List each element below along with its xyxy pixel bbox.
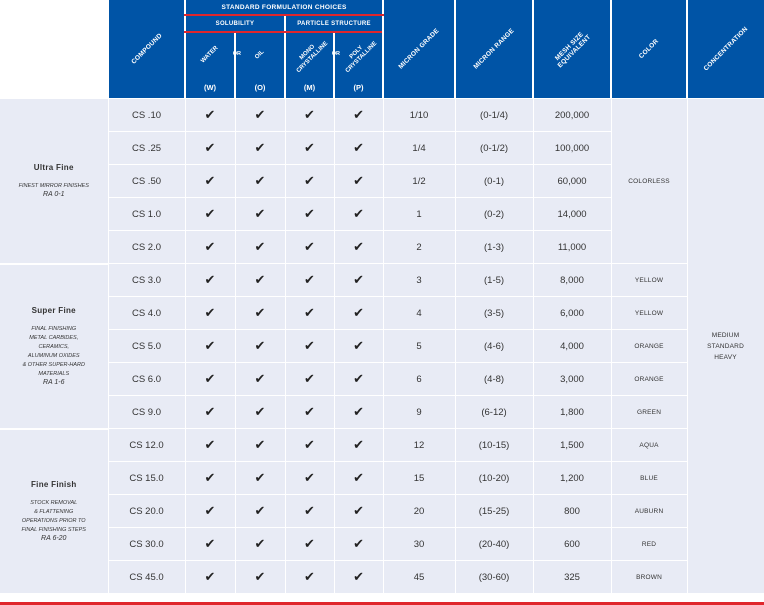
category-cell <box>0 264 108 429</box>
check-mono-icon: ✔ <box>285 561 334 594</box>
micron-range-cell: (10-20) <box>455 462 533 495</box>
micron-range-cell: (20-40) <box>455 528 533 561</box>
micron-range-cell: (0-2) <box>455 198 533 231</box>
category-description-line: STOCK REMOVAL <box>30 500 78 506</box>
color-cell: GREEN <box>611 396 687 429</box>
check-mono-icon: ✔ <box>285 231 334 264</box>
compound-cell: CS 20.0 <box>108 495 185 528</box>
header-blank-cell <box>0 0 108 99</box>
check-water-icon: ✔ <box>185 330 235 363</box>
concentration-cell <box>687 99 764 594</box>
check-poly-icon: ✔ <box>334 132 383 165</box>
header-concentration <box>687 0 764 99</box>
mesh-size-cell: 600 <box>533 528 611 561</box>
compound-cell: CS .25 <box>108 132 185 165</box>
check-oil-icon: ✔ <box>235 330 285 363</box>
check-mono-icon: ✔ <box>285 297 334 330</box>
micron-range-cell: (1-3) <box>455 231 533 264</box>
table-header <box>0 0 764 99</box>
color-cell: AUBURN <box>611 495 687 528</box>
color-cell: YELLOW <box>611 264 687 297</box>
mesh-size-cell: 6,000 <box>533 297 611 330</box>
micron-grade-cell: 4 <box>383 297 455 330</box>
header-water <box>185 32 241 99</box>
check-oil-icon: ✔ <box>235 561 285 594</box>
header-standard-formulation: STANDARD FORMULATION CHOICES <box>185 0 383 15</box>
micron-grade-cell: 2 <box>383 231 455 264</box>
check-oil-icon: ✔ <box>235 363 285 396</box>
table-row <box>0 396 764 429</box>
header-poly-code: (P) <box>353 83 364 92</box>
check-poly-icon: ✔ <box>334 297 383 330</box>
table-row <box>0 462 764 495</box>
check-poly-icon: ✔ <box>334 264 383 297</box>
micron-grade-cell: 1/2 <box>383 165 455 198</box>
color-cell: ORANGE <box>611 330 687 363</box>
check-oil-icon: ✔ <box>235 396 285 429</box>
table-row <box>0 330 764 363</box>
category-description-line: OPERATIONS PRIOR TO <box>21 518 86 524</box>
category-cell <box>0 429 108 594</box>
micron-grade-cell: 1/10 <box>383 99 455 132</box>
check-poly-icon: ✔ <box>334 99 383 132</box>
table-row <box>0 495 764 528</box>
color-cell: COLORLESS <box>611 99 687 264</box>
concentration-level: STANDARD <box>707 342 744 350</box>
micron-grade-cell: 1/4 <box>383 132 455 165</box>
check-water-icon: ✔ <box>185 528 235 561</box>
mesh-size-cell: 14,000 <box>533 198 611 231</box>
micron-range-cell: (0-1/4) <box>455 99 533 132</box>
compound-cell: CS 4.0 <box>108 297 185 330</box>
category-ra: RA 0-1 <box>42 191 65 198</box>
header-or-structure: OR <box>331 51 340 57</box>
mesh-size-cell: 800 <box>533 495 611 528</box>
micron-grade-cell: 12 <box>383 429 455 462</box>
header-oil-code: (O) <box>254 83 266 92</box>
compound-cell: CS .10 <box>108 99 185 132</box>
concentration-level: MEDIUM <box>711 331 740 339</box>
check-poly-icon: ✔ <box>334 363 383 396</box>
category-name: Super Fine <box>31 306 76 315</box>
check-oil-icon: ✔ <box>235 264 285 297</box>
micron-grade-cell: 1 <box>383 198 455 231</box>
check-oil-icon: ✔ <box>235 198 285 231</box>
check-water-icon: ✔ <box>185 363 235 396</box>
category-description-line: FINAL FINISHING STEPS <box>21 527 86 533</box>
compound-cell: CS 1.0 <box>108 198 185 231</box>
category-description-line: METAL CARBIDES, <box>29 335 79 341</box>
mesh-size-cell: 11,000 <box>533 231 611 264</box>
table-row <box>0 561 764 594</box>
check-water-icon: ✔ <box>185 462 235 495</box>
check-water-icon: ✔ <box>185 297 235 330</box>
micron-range-cell: (15-25) <box>455 495 533 528</box>
micron-grade-cell: 20 <box>383 495 455 528</box>
compound-cell: CS 30.0 <box>108 528 185 561</box>
header-solubility: SOLUBILITY <box>185 15 285 32</box>
header-particle-structure: PARTICLE STRUCTURE <box>285 15 383 32</box>
micron-grade-cell: 6 <box>383 363 455 396</box>
mesh-size-cell: 60,000 <box>533 165 611 198</box>
header-micron-range <box>455 0 533 99</box>
check-water-icon: ✔ <box>185 198 235 231</box>
color-cell: ORANGE <box>611 363 687 396</box>
check-oil-icon: ✔ <box>235 297 285 330</box>
check-poly-icon: ✔ <box>334 495 383 528</box>
table-row <box>0 528 764 561</box>
mesh-size-cell: 1,800 <box>533 396 611 429</box>
check-mono-icon: ✔ <box>285 330 334 363</box>
table-row <box>0 429 764 462</box>
compound-cell: CS 6.0 <box>108 363 185 396</box>
check-mono-icon: ✔ <box>285 495 334 528</box>
header-mono-code: (M) <box>303 83 316 92</box>
check-water-icon: ✔ <box>185 99 235 132</box>
header-compound-label: COMPOUND <box>129 32 164 66</box>
micron-range-cell: (3-5) <box>455 297 533 330</box>
check-water-icon: ✔ <box>185 495 235 528</box>
check-mono-icon: ✔ <box>285 462 334 495</box>
compound-cell: CS 12.0 <box>108 429 185 462</box>
category-description-line: & OTHER SUPER-HARD <box>22 362 85 368</box>
micron-range-cell: (4-8) <box>455 363 533 396</box>
check-mono-icon: ✔ <box>285 264 334 297</box>
category-ra: RA 6-20 <box>41 535 67 542</box>
check-oil-icon: ✔ <box>235 462 285 495</box>
compound-cell: CS 2.0 <box>108 231 185 264</box>
table-row <box>0 363 764 396</box>
category-name: Fine Finish <box>30 480 77 489</box>
header-oil-label: OIL <box>254 49 266 61</box>
check-mono-icon: ✔ <box>285 132 334 165</box>
compound-cell: CS 3.0 <box>108 264 185 297</box>
check-oil-icon: ✔ <box>235 165 285 198</box>
color-cell: AQUA <box>611 429 687 462</box>
micron-range-cell: (30-60) <box>455 561 533 594</box>
micron-range-cell: (4-6) <box>455 330 533 363</box>
header-concentration-label: CONCENTRATION <box>702 25 750 73</box>
header-water-label: WATER <box>200 45 220 65</box>
check-water-icon: ✔ <box>185 165 235 198</box>
compound-cell: CS 45.0 <box>108 561 185 594</box>
header-poly <box>331 32 383 99</box>
micron-grade-cell: 9 <box>383 396 455 429</box>
category-description-line: ALUMINUM OXIDES <box>27 353 80 359</box>
header-color-label: COLOR <box>637 37 661 61</box>
check-oil-icon: ✔ <box>235 231 285 264</box>
check-water-icon: ✔ <box>185 396 235 429</box>
mesh-size-cell: 1,200 <box>533 462 611 495</box>
micron-range-cell: (0-1) <box>455 165 533 198</box>
check-mono-icon: ✔ <box>285 396 334 429</box>
micron-grade-cell: 30 <box>383 528 455 561</box>
check-mono-icon: ✔ <box>285 429 334 462</box>
compound-cell: CS 5.0 <box>108 330 185 363</box>
check-oil-icon: ✔ <box>235 495 285 528</box>
check-mono-icon: ✔ <box>285 528 334 561</box>
check-poly-icon: ✔ <box>334 231 383 264</box>
category-description-line: FINEST MIRROR FINISHES <box>18 183 89 189</box>
mesh-size-cell: 1,500 <box>533 429 611 462</box>
check-poly-icon: ✔ <box>334 330 383 363</box>
header-oil <box>232 32 285 99</box>
check-oil-icon: ✔ <box>235 429 285 462</box>
check-water-icon: ✔ <box>185 132 235 165</box>
check-poly-icon: ✔ <box>334 528 383 561</box>
check-poly-icon: ✔ <box>334 429 383 462</box>
check-water-icon: ✔ <box>185 561 235 594</box>
header-micron-grade-label: MICRON GRADE <box>397 27 441 71</box>
mesh-size-cell: 325 <box>533 561 611 594</box>
mesh-size-cell: 3,000 <box>533 363 611 396</box>
table-row <box>0 297 764 330</box>
mesh-size-cell: 4,000 <box>533 330 611 363</box>
mesh-size-cell: 8,000 <box>533 264 611 297</box>
micron-grade-cell: 45 <box>383 561 455 594</box>
check-poly-icon: ✔ <box>334 165 383 198</box>
category-name: Ultra Fine <box>33 163 74 172</box>
check-poly-icon: ✔ <box>334 462 383 495</box>
micron-range-cell: (0-1/2) <box>455 132 533 165</box>
category-ra: RA 1-6 <box>42 379 65 386</box>
compound-cell: CS 9.0 <box>108 396 185 429</box>
color-cell: RED <box>611 528 687 561</box>
mesh-size-cell: 100,000 <box>533 132 611 165</box>
color-cell: YELLOW <box>611 297 687 330</box>
header-water-code: (W) <box>203 83 217 92</box>
header-mesh-size-label: MESH SIZE EQUIVALENT <box>554 31 593 70</box>
micron-grade-cell: 15 <box>383 462 455 495</box>
compound-cell: CS .50 <box>108 165 185 198</box>
check-oil-icon: ✔ <box>235 132 285 165</box>
check-mono-icon: ✔ <box>285 198 334 231</box>
check-poly-icon: ✔ <box>334 561 383 594</box>
check-oil-icon: ✔ <box>235 528 285 561</box>
category-description-line: CERAMICS, <box>38 344 70 350</box>
header-mono-label: MONO CRYSTALLINE <box>294 40 329 74</box>
header-poly-label: POLY CRYSTALLINE <box>343 40 378 74</box>
header-mono <box>285 32 340 99</box>
table-row <box>0 264 764 297</box>
category-description-line: FINAL FINISHING <box>31 326 77 332</box>
check-water-icon: ✔ <box>185 429 235 462</box>
micron-range-cell: (1-5) <box>455 264 533 297</box>
header-or-solubility: OR <box>232 51 241 57</box>
color-cell: BROWN <box>611 561 687 594</box>
color-cell: BLUE <box>611 462 687 495</box>
header-mesh-size <box>533 0 611 99</box>
table-row <box>0 99 764 132</box>
header-compound <box>108 0 185 99</box>
check-poly-icon: ✔ <box>334 396 383 429</box>
check-mono-icon: ✔ <box>285 165 334 198</box>
micron-grade-cell: 5 <box>383 330 455 363</box>
header-micron-range-label: MICRON RANGE <box>472 27 516 71</box>
category-description-line: MATERIALS <box>38 371 70 377</box>
check-water-icon: ✔ <box>185 264 235 297</box>
micron-range-cell: (6-12) <box>455 396 533 429</box>
check-water-icon: ✔ <box>185 231 235 264</box>
category-cell <box>0 99 108 264</box>
concentration-level: HEAVY <box>714 353 737 361</box>
micron-grade-cell: 3 <box>383 264 455 297</box>
check-poly-icon: ✔ <box>334 198 383 231</box>
compound-cell: CS 15.0 <box>108 462 185 495</box>
check-oil-icon: ✔ <box>235 99 285 132</box>
mesh-size-cell: 200,000 <box>533 99 611 132</box>
table-body <box>0 99 764 594</box>
header-color <box>611 0 687 99</box>
check-mono-icon: ✔ <box>285 363 334 396</box>
category-description-line: & FLATTENING <box>34 509 74 515</box>
micron-range-cell: (10-15) <box>455 429 533 462</box>
header-micron-grade <box>383 0 455 99</box>
check-mono-icon: ✔ <box>285 99 334 132</box>
